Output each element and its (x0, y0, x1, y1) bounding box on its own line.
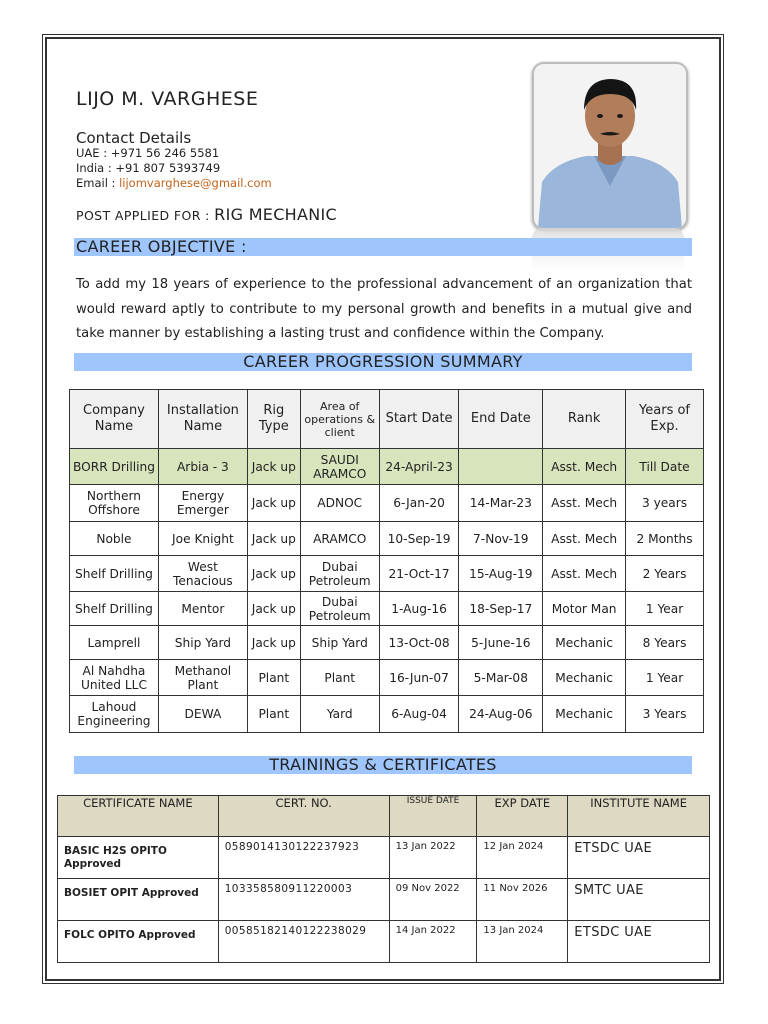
table-cell: 14 Jan 2022 (389, 921, 477, 963)
table-cell: Asst. Mech (543, 485, 626, 522)
column-header: CERT. NO. (218, 796, 389, 837)
table-cell: 10-Sep-19 (379, 522, 459, 556)
profile-photo (532, 62, 688, 230)
table-cell: 2 Years (626, 556, 704, 592)
career-progression-bar (74, 353, 692, 371)
column-header: Rank (543, 390, 626, 449)
table-cell: Jack up (247, 592, 300, 626)
table-cell: BORR Drilling (70, 449, 159, 485)
career-objective-text: To add my 18 years of experience to the professional advancement of an organization that would reward aptly to contribute to my personal growth and benefits in a mutual give and take manner by establishing a lasting trust and confidence within the Company. (76, 277, 692, 341)
column-header: INSTITUTE NAME (568, 796, 710, 837)
table-cell: 8 Years (626, 626, 704, 660)
table-cell: FOLC OPITO Approved (58, 921, 219, 963)
table-cell: 13-Oct-08 (379, 626, 459, 660)
table-cell: ETSDC UAE (568, 837, 710, 879)
contact-uae (76, 146, 219, 160)
certificates-table (57, 795, 710, 963)
table-cell: 16-Jun-07 (379, 660, 459, 696)
contact-india (76, 161, 220, 175)
table-cell: 13 Jan 2022 (389, 837, 477, 879)
post-applied (76, 205, 337, 224)
column-header: Company Name (70, 390, 159, 449)
contact-heading: Contact Details (76, 129, 192, 147)
column-header: Start Date (379, 390, 459, 449)
table-cell: 3 years (626, 485, 704, 522)
table-cell: 5-Mar-08 (459, 660, 543, 696)
table-cell: Lamprell (70, 626, 159, 660)
table-cell: Jack up (247, 449, 300, 485)
table-row (70, 592, 704, 626)
column-header: Installation Name (158, 390, 247, 449)
table-cell: 2 Months (626, 522, 704, 556)
table-cell: Mechanic (543, 626, 626, 660)
post-label: POST APPLIED FOR : (76, 208, 210, 223)
career-progression-heading: CAREER PROGRESSION SUMMARY (243, 352, 523, 371)
table-cell: Jack up (247, 556, 300, 592)
table-cell: Mechanic (543, 696, 626, 733)
table-cell: 11 Nov 2026 (477, 879, 568, 921)
column-header: Rig Type (247, 390, 300, 449)
contact-email (76, 176, 272, 190)
table-cell: 14-Mar-23 (459, 485, 543, 522)
trainings-heading: TRAININGS & CERTIFICATES (269, 755, 497, 774)
table-cell: Energy Emerger (158, 485, 247, 522)
table-cell: Shelf Drilling (70, 556, 159, 592)
post-role: RIG MECHANIC (214, 205, 338, 224)
table-cell: Lahoud Engineering (70, 696, 159, 733)
table-cell: Arbia - 3 (158, 449, 247, 485)
table-cell: Dubai Petroleum (300, 556, 379, 592)
table-cell: 12 Jan 2024 (477, 837, 568, 879)
table-cell: 00585182140122238029 (218, 921, 389, 963)
candidate-name: LIJO M. VARGHESE (76, 88, 259, 110)
table-cell: 058901413012223792​3 (218, 837, 389, 879)
table-row (70, 660, 704, 696)
table-cell: Dubai Petroleum (300, 592, 379, 626)
table-cell: 5-June-16 (459, 626, 543, 660)
table-cell: Shelf Drilling (70, 592, 159, 626)
table-cell: Asst. Mech (543, 449, 626, 485)
table-cell: Mentor (158, 592, 247, 626)
india-phone: +91 807 5393749 (115, 161, 221, 175)
email-label: Email : (76, 176, 116, 190)
table-row (58, 837, 710, 879)
column-header: CERTIFICATE NAME (58, 796, 219, 837)
table-cell: 3 Years (626, 696, 704, 733)
column-header: Area of operations & client (300, 390, 379, 449)
table-cell: BASIC H2S OPITO Approved (58, 837, 219, 879)
table-cell: Mechanic (543, 660, 626, 696)
column-header: End Date (459, 390, 543, 449)
table-row (70, 556, 704, 592)
table-cell: DEWA (158, 696, 247, 733)
column-header: Years of Exp. (626, 390, 704, 449)
table-cell: Al Nahdha United LLC (70, 660, 159, 696)
table-cell: SAUDI ARAMCO (300, 449, 379, 485)
table-header-row (58, 796, 710, 837)
table-cell: Northern Offshore (70, 485, 159, 522)
india-label: India : (76, 161, 112, 175)
table-cell: Joe Knight (158, 522, 247, 556)
table-cell: BOSIET OPIT Approved (58, 879, 219, 921)
table-cell: 7-Nov-19 (459, 522, 543, 556)
table-cell: Ship Yard (158, 626, 247, 660)
trainings-bar (74, 756, 692, 774)
table-cell: Plant (247, 660, 300, 696)
table-cell: Jack up (247, 522, 300, 556)
table-cell: Till Date (626, 449, 704, 485)
uae-label: UAE : (76, 146, 108, 160)
table-cell: SMTC UAE (568, 879, 710, 921)
column-header: EXP DATE (477, 796, 568, 837)
table-cell: Asst. Mech (543, 522, 626, 556)
email-link[interactable]: lijomvarghese@gmail.com (119, 176, 272, 190)
career-objective-bar (74, 238, 692, 256)
career-objective-heading: CAREER OBJECTIVE : (76, 237, 247, 256)
table-cell: 24-April-23 (379, 449, 459, 485)
table-cell: 21-Oct-17 (379, 556, 459, 592)
person-photo-icon (534, 64, 686, 228)
table-row (58, 921, 710, 963)
table-cell: 1-Aug-16 (379, 592, 459, 626)
table-row (70, 449, 704, 485)
table-cell: 24-Aug-06 (459, 696, 543, 733)
table-cell: 1 Year (626, 660, 704, 696)
table-cell: 13 Jan 2024 (477, 921, 568, 963)
table-cell: Jack up (247, 626, 300, 660)
table-cell: Plant (300, 660, 379, 696)
table-cell: 09 Nov 2022 (389, 879, 477, 921)
table-cell: Noble (70, 522, 159, 556)
career-progression-table (69, 389, 704, 733)
table-cell: Jack up (247, 485, 300, 522)
table-cell: ARAMCO (300, 522, 379, 556)
uae-phone: +971 56 246 5581 (110, 146, 220, 160)
table-cell: 6-Jan-20 (379, 485, 459, 522)
table-row (58, 879, 710, 921)
table-row (70, 522, 704, 556)
table-cell: Methanol Plant (158, 660, 247, 696)
table-cell: Yard (300, 696, 379, 733)
table-cell: West Tenacious (158, 556, 247, 592)
table-cell: Motor Man (543, 592, 626, 626)
table-cell: ADNOC (300, 485, 379, 522)
table-cell: 18-Sep-17 (459, 592, 543, 626)
table-cell: ETSDC UAE (568, 921, 710, 963)
table-cell: Plant (247, 696, 300, 733)
table-header-row (70, 390, 704, 449)
column-header: ISSUE DATE (389, 796, 477, 837)
table-cell: Ship Yard (300, 626, 379, 660)
table-cell: 1 Year (626, 592, 704, 626)
table-row (70, 485, 704, 522)
table-cell: Asst. Mech (543, 556, 626, 592)
table-cell (459, 449, 543, 485)
table-row (70, 626, 704, 660)
table-cell: 15-Aug-19 (459, 556, 543, 592)
table-cell: 6-Aug-04 (379, 696, 459, 733)
table-cell: 103358580911220003 (218, 879, 389, 921)
table-row (70, 696, 704, 733)
